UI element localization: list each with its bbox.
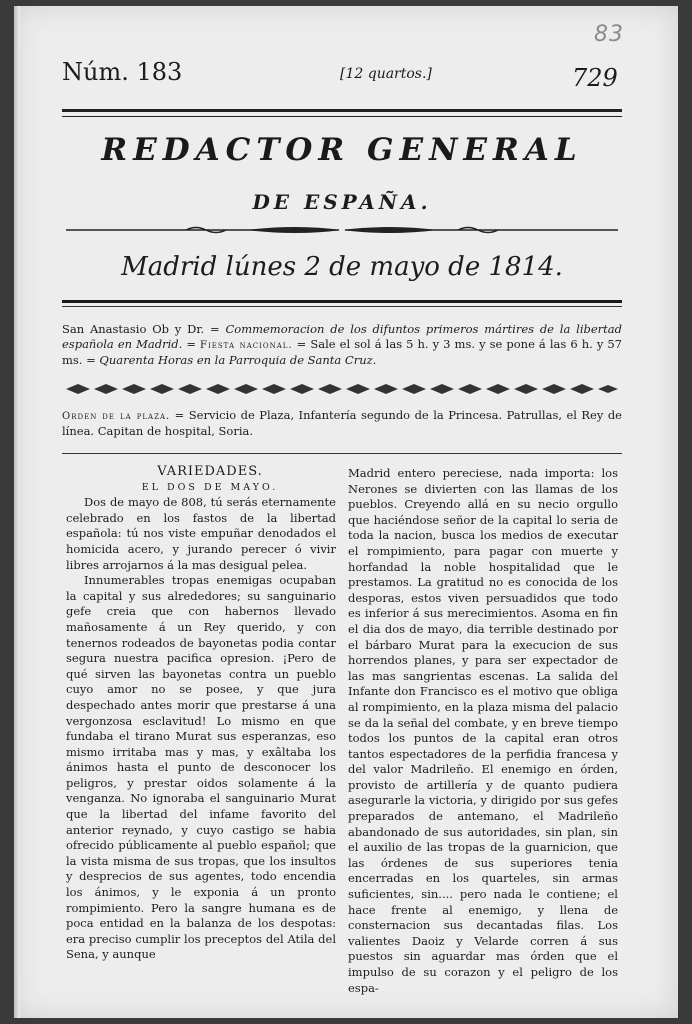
page-number: 729 [572,64,618,92]
masthead-bottom-thin-rule [62,306,622,307]
calendar-feast: Fiesta nacional. [200,340,293,351]
issue-price: [12 quartos.] [340,66,432,82]
masthead-bottom-rule [62,300,622,303]
dateline: Madrid lúnes 2 de mayo de 1814. [121,252,563,282]
calendar-forty-hours: Quarenta Horas en la Parroquia de Santa Cruz. [99,353,377,367]
masthead-subtitle: DE ESPAÑA. [252,190,432,214]
calendar-commemoration: Commemoracion de los difuntos primeros mártires de la libertad española en Madrid. [62,322,622,351]
calendar-notice: San Anastasio Ob y Dr. = Commemoracion de los difuntos primeros mártires de la libertad española en Madrid. = Fiesta nacional. = Sale el sol á las 5 h. y 3 ms. y se pone á las 6 h. y 57 ms. = Quarenta Horas en la Parroquia de Santa Cruz. [62,322,623,367]
section-heading: VARIEDADES. [157,464,263,479]
right-paragraph: Madrid entero pereciese, nada importa: los Nerones se divierten con las llamas de los pueblos. Creyendo allá en su necio orgullo que haciéndose señor de la capital lo seria de toda la nacion, busca los medios de executar el rompimiento, para pagar con muerte y horfandad la noble hospitalidad que le prestamos. La gratitud no es conocida de los desporas, estos viven persuadidos que todo es inferior á sus merecimientos. Asoma en fin el dia dos de mayo, dia terrible destinado por el bárbaro Murat para la execucion de sus horrendos planes, y para ser expectador de las mas sangrientas escenas. La salida del Infante don Francisco es el motivo que obliga al rompimiento, en la plaza misma del palacio se da la señal del combate, y en breve tiempo todos los puntos de la capital eran otros tantos espectadores de la perfidia francesa y del valor Madrileño. El enemigo en órden, provisto de artillería y de quanto pudiera asegurarle la victoria, y dirigido por sus gefes preparados de antemano, el Madrileño abandonado de sus autoridades, sin plan, sin el auxilio de las tropas de la guarnicion, que las órdenes de sus superiores tenia encerradas en los quarteles, sin armas suficientes, sin.... pero nada le contiene; el hace frente al enemigo, y llena de consternacion sus decantadas filas. Los valientes Daoiz y Velarde corren á sus puestos sin aguardar mas órden que el impulso de su corazon y el peligro de los espa- [348,466,618,995]
orders-of-the-square: Orden de la plaza. = Servicio de Plaza, Infantería segundo de la Princesa. Patrullas, el Rey de línea. Capitan de hospital, Soria. [62,408,622,438]
article-column-left [66,464,336,963]
orders-label: Orden de la plaza. [62,411,171,422]
article-column-right [348,466,618,996]
page-binding-shadow [14,6,20,1018]
masthead-top-rule [62,109,622,117]
orders-text: Servicio de Plaza, Infantería segundo de la Princesa. Patrullas, el Rey de línea. Capitan de hospital, Soria. [62,408,622,438]
calendar-sun-times: Sale el sol á las 5 h. y 3 ms. y se pone á las 6 h. y 57 ms. [62,337,623,367]
ornamental-rule-top [66,224,618,236]
left-paragraph: Innumerables tropas enemigas ocupaban la capital y sus alrededores; su sanguinario gefe creia que con habernos llevado mañosamente á un Rey querido, y con tenernos rodeados de bayonetas podia contar segura nuestra pacifica opresion. ¡Pero de qué sirven las bayonetas contra un pueblo cuyo amor no se posee, y que jura despechado antes morir que prestarse á una vergonzosa esclavitud! Lo mismo en que fundaba el tirano Murat sus esperanzas, eso mismo irritaba mas y mas, y exâltaba los ánimos hasta el punto de desconocer los peligros, y prestar oidos solamente á la venganza. No ignoraba el sanguinario Murat que la libertad del infame favorito del anterior reynado, y cuyo castigo se habia ofrecido públicamente al pueblo español; que la vista misma de sus tropas, que los insultos y desprecios de sus agentes, todo encendia los ánimos, y le exponia á un pronto rompimiento. Pero la sangre humana es de poca entidad en la balanza de los despotas: era preciso cumplir los preceptos del Atila del Sena, y aunque [66,573,336,962]
issue-number: Núm. 183 [62,58,183,86]
article-heading: EL DOS DE MAYO. [141,481,279,493]
masthead-title: REDACTOR GENERAL [101,132,583,168]
calendar-saints: San Anastasio Ob y Dr. [62,322,211,336]
archive-folio-mark: 83 [594,22,624,47]
left-paragraph: Dos de mayo de 808, tú serás eternamente celebrado en los fastos de la libertad española: tú nos viste empuñar denodados el homicida acero, y jurando perecer ó vivir libres arrojarnos á la mas desigual pelea. [66,495,336,572]
ornamental-rule-middle [66,382,618,396]
newspaper-page [14,6,678,1018]
article-top-rule [62,453,622,454]
